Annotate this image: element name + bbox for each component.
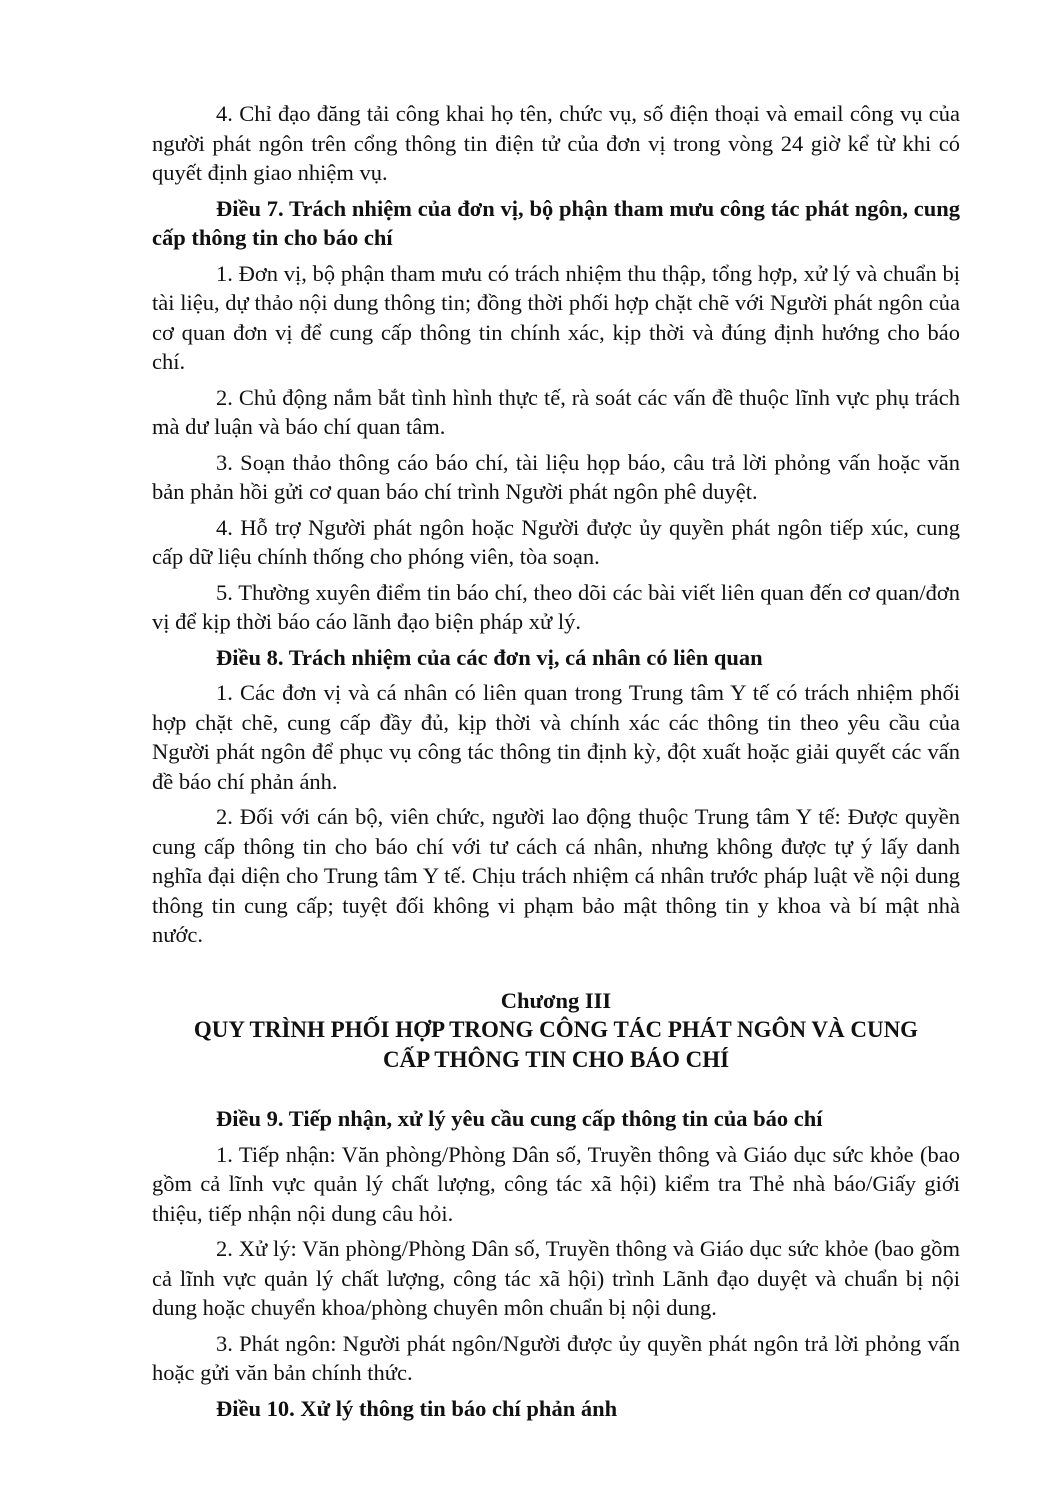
article-8-item-1: 1. Các đơn vị và cá nhân có liên quan trong Trung tâm Y tế có trách nhiệm phối hợp chặt chẽ, cung cấp đầy đủ, kịp thời và chính xác các thông tin theo yêu cầu của Người phát ngôn để phục vụ công tác thông tin định kỳ, đột xuất hoặc giải quyết các vấn đề báo chí phản ánh.: [152, 680, 960, 794]
article-7-item-4: 4. Hỗ trợ Người phát ngôn hoặc Người được ủy quyền phát ngôn tiếp xúc, cung cấp dữ liệu chính thống cho phóng viên, tòa soạn.: [152, 514, 960, 569]
chapter-label: Chương III: [500, 987, 612, 1013]
article-7-item-1: 1. Đơn vị, bộ phận tham mưu có trách nhiệm thu thập, tổng hợp, xử lý và chuẩn bị tài liệu, dự thảo nội dung thông tin; đồng thời phối hợp chặt chẽ với Người phát ngôn của cơ quan đơn vị để cung cấp thông tin chính xác, kịp thời và đúng định hướng cho báo chí.: [152, 260, 960, 374]
article-7-item-3: 3. Soạn thảo thông cáo báo chí, tài liệu họp báo, câu trả lời phỏng vấn hoặc văn bản phản hồi gửi cơ quan báo chí trình Người phát ngôn phê duyệt.: [152, 449, 960, 504]
article-7-heading: Điều 7. Trách nhiệm của đơn vị, bộ phận tham mưu công tác phát ngôn, cung cấp thông tin cho báo chí: [152, 195, 960, 250]
article-7-item-5: 5. Thường xuyên điểm tin báo chí, theo dõi các bài viết liên quan đến cơ quan/đơn vị để kịp thời báo cáo lãnh đạo biện pháp xử lý.: [152, 579, 960, 634]
article-8-heading: Điều 8. Trách nhiệm của các đơn vị, cá nhân có liên quan: [216, 644, 763, 670]
article-10-heading: Điều 10. Xử lý thông tin báo chí phản ánh: [216, 1395, 618, 1421]
article-9-item-1: 1. Tiếp nhận: Văn phòng/Phòng Dân số, Truyền thông và Giáo dục sức khỏe (bao gồm cả lĩnh vực quản lý chất lượng, công tác xã hội) kiểm tra Thẻ nhà báo/Giấy giới thiệu, tiếp nhận nội dung câu hỏi.: [152, 1141, 960, 1226]
chapter-title-line-1: QUY TRÌNH PHỐI HỢP TRONG CÔNG TÁC PHÁT NGÔN VÀ CUNG: [193, 1017, 919, 1042]
chapter-title-line-2: CẤP THÔNG TIN CHO BÁO CHÍ: [382, 1046, 730, 1072]
article-9-heading: Điều 9. Tiếp nhận, xử lý yêu cầu cung cấp thông tin của báo chí: [216, 1106, 823, 1131]
document-page: [152, 99, 960, 1429]
chapter-header: [152, 986, 960, 1075]
paragraph-intro-item-4: 4. Chỉ đạo đăng tải công khai họ tên, chức vụ, số điện thoại và email công vụ của người phát ngôn trên cổng thông tin điện tử của đơn vị trong vòng 24 giờ kể từ khi có quyết định giao nhiệm vụ.: [152, 101, 960, 185]
article-9-item-2: 2. Xử lý: Văn phòng/Phòng Dân số, Truyền thông và Giáo dục sức khỏe (bao gồm cả lĩnh vực quản lý chất lượng, công tác xã hội) trình Lãnh đạo duyệt và chuẩn bị nội dung hoặc chuyển khoa/phòng chuyên môn chuẩn bị nội dung.: [152, 1236, 960, 1320]
article-7-item-2: 2. Chủ động nắm bắt tình hình thực tế, rà soát các vấn đề thuộc lĩnh vực phụ trách mà dư luận và báo chí quan tâm.: [152, 384, 960, 439]
article-8-item-2: 2. Đối với cán bộ, viên chức, người lao động thuộc Trung tâm Y tế: Được quyền cung cấp thông tin cho báo chí với tư cách cá nhân, nhưng không được tự ý lấy danh nghĩa đại diện cho Trung tâm Y tế. Chịu trách nhiệm cá nhân trước pháp luật về nội dung thông tin cung cấp; tuyệt đối không vi phạm bảo mật thông tin y khoa và bí mật nhà nước.: [152, 804, 960, 947]
article-9-item-3: 3. Phát ngôn: Người phát ngôn/Người được ủy quyền phát ngôn trả lời phỏng vấn hoặc gửi văn bản chính thức.: [152, 1330, 960, 1385]
